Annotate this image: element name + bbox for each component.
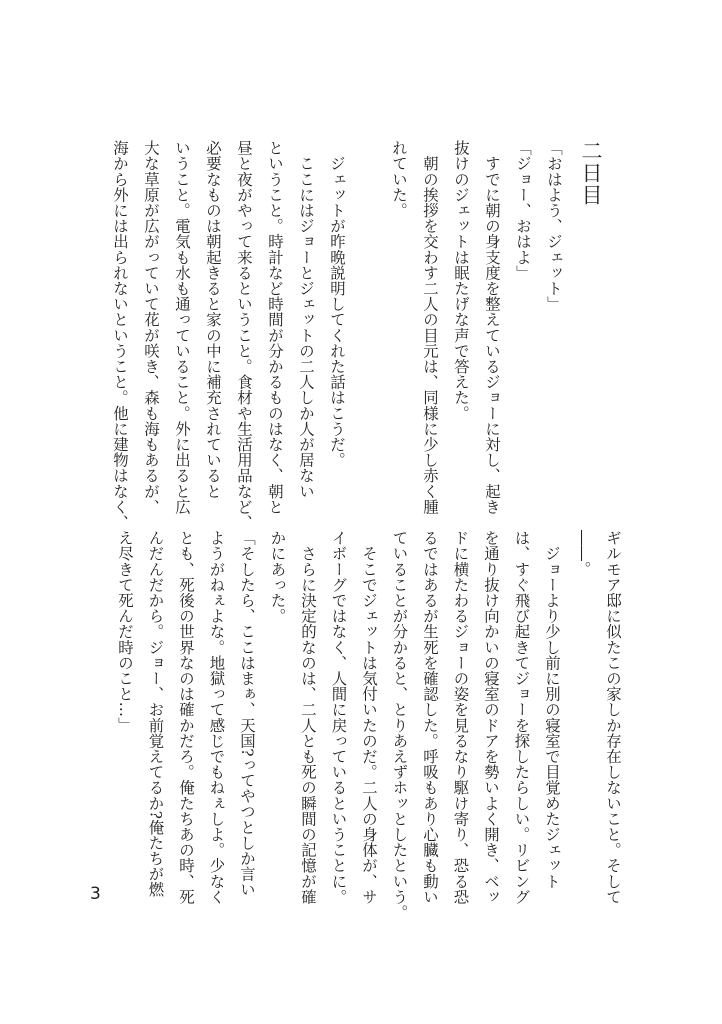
text-column: 朝の挨拶を交わす二人の目元は、同様に少し赤く腫 (421, 140, 439, 515)
text-column: 海から外には出られないということ。他に建物はなく、 (111, 140, 129, 530)
text-column: すでに朝の身支度を整えているジョーに対し、起き (483, 140, 501, 515)
text-column: は、すぐ飛び起きてジョーを探したらしい。リビング (512, 530, 531, 905)
text-column: いうこと。電気も水も通っていること。外に出ると広 (173, 140, 191, 515)
text-column: そこでジェットは気付いたのだ。二人の身体が、サ (360, 530, 378, 905)
text-column: 抜けのジェットは眠たげな声で答えた。 (452, 140, 470, 421)
text-column: ということ。時計など時間が分かるものはなく、朝と (266, 140, 284, 515)
text-column: ていることが分かると、とりあえずホッとしたという。 (390, 530, 409, 920)
text-column: え尽きて死んだ時のこと…」 (116, 530, 134, 733)
text-column: 「そしたら、ここはまぁ、天国?ってやつとしか言い (238, 530, 256, 898)
text-column: るではあるが生死を確認した。呼吸もあり心臓も動い (421, 530, 439, 905)
text-column: 大な草原が広がっていて花が咲き、森も海もあるが、 (142, 140, 160, 515)
text-column: 「おはよう、ジェット」 (545, 140, 563, 312)
text-column: んだんだから。ジョー、お前覚えてるか?俺たちが燃 (146, 530, 165, 898)
text-column: 必要なものは朝起きると家の中に補充されていると (204, 140, 222, 499)
page-number: 3 (90, 884, 101, 904)
text-column: ――。 (573, 530, 592, 577)
text-column: 「ジョー、おはよ」 (514, 140, 532, 281)
text-column: ジェットが昨晩説明してくれた話はこうだ。 (328, 140, 346, 468)
text-column: 昼と夜がやって来るということ。食材や生活用品など、 (235, 140, 253, 530)
text-column: さらに決定的なのは、二人とも死の瞬間の記憶が確 (299, 530, 317, 905)
text-column: かにあった。 (268, 530, 287, 624)
chapter-title: 二日目 (579, 140, 603, 206)
text-column: イボーグではなく、人間に戻っているということに。 (329, 530, 348, 905)
upper-text-block (104, 140, 613, 530)
text-column: とも、死後の世界なのは確かだろ。俺たちあの時、死 (177, 530, 195, 905)
text-column: ここにはジョーとジェットの二人しか人が居ない (297, 140, 315, 499)
text-column: ジョーより少し前に別の寝室で目覚めたジェット (543, 530, 561, 889)
text-column: ようがねぇよな。地獄って感じでもねぇしよ。少なく (207, 530, 226, 905)
text-column: を通り抜け向かいの寝室のドアを勢いよく開き、ベッ (482, 530, 500, 905)
text-column: れていた。 (390, 140, 408, 218)
text-column: ドに横たわるジョーの姿を見るなり駆け寄り、恐る恐 (451, 530, 470, 905)
text-column (352, 140, 383, 520)
text-column: ギルモア邸に似たこの家しか存在しないこと。そして (604, 530, 622, 905)
lower-text-block (110, 530, 629, 920)
